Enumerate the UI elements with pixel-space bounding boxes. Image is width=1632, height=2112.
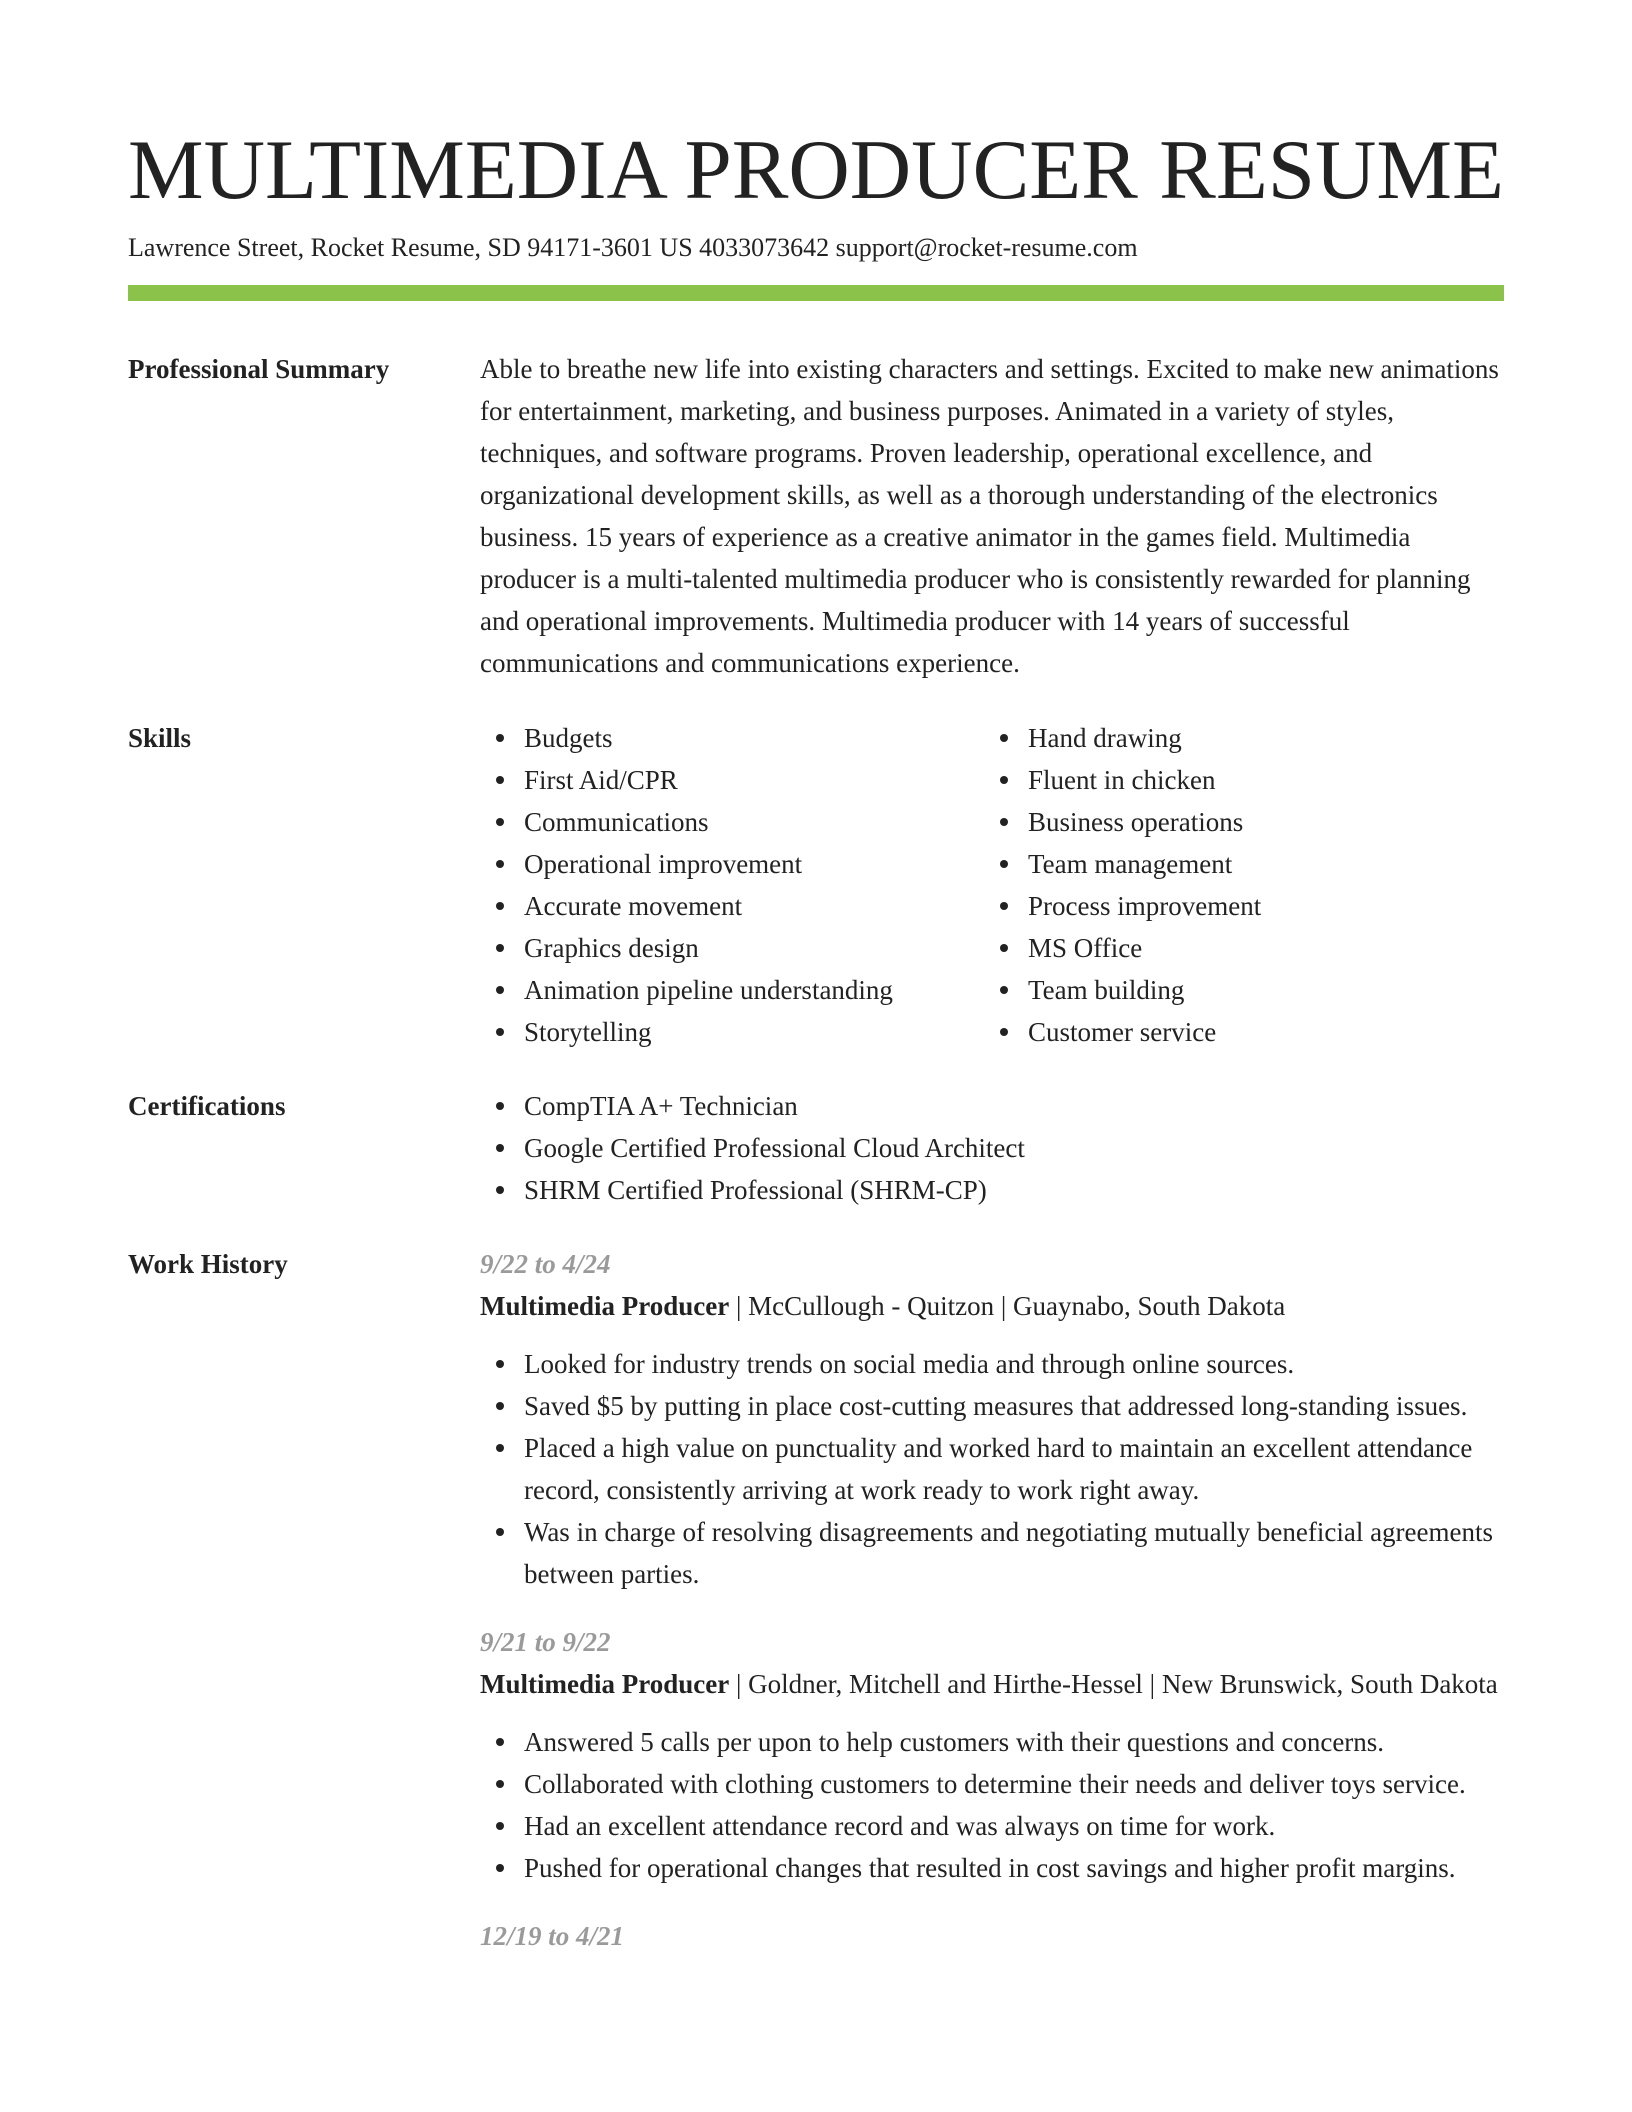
skill-item: Hand drawing <box>984 717 1484 759</box>
job-bullet: Placed a high value on punctuality and worked hard to maintain an excellent attendance record, consistently arriving at work ready to work right away. <box>480 1427 1504 1511</box>
resume-title: MULTIMEDIA PRODUCER RESUME <box>128 123 1504 217</box>
job-entry <box>480 1915 1504 1957</box>
skill-item: Customer service <box>984 1011 1484 1053</box>
skill-item: Graphics design <box>480 927 980 969</box>
job-bullet: Had an excellent attendance record and was always on time for work. <box>480 1805 1504 1847</box>
skill-item: Storytelling <box>480 1011 980 1053</box>
job-bullet: Collaborated with clothing customers to determine their needs and deliver toys service. <box>480 1763 1504 1805</box>
job-bullet: Answered 5 calls per upon to help customers with their questions and concerns. <box>480 1721 1504 1763</box>
contact-info: Lawrence Street, Rocket Resume, SD 94171-3601 US 4033073642 support@rocket-resume.com <box>128 233 1138 262</box>
skill-item: Accurate movement <box>480 885 980 927</box>
skill-item: Animation pipeline understanding <box>480 969 980 1011</box>
section-label-work-history: Work History <box>128 1249 288 1279</box>
job-bullets <box>480 1721 1504 1889</box>
skill-item: MS Office <box>984 927 1484 969</box>
skill-item: Operational improvement <box>480 843 980 885</box>
job-entry <box>480 1243 1504 1595</box>
job-bullet: Pushed for operational changes that resulted in cost savings and higher profit margins. <box>480 1847 1504 1889</box>
job-dates: 9/22 to 4/24 <box>480 1249 611 1279</box>
skill-item: Team management <box>984 843 1484 885</box>
certification-item: Google Certified Professional Cloud Architect <box>480 1127 1504 1169</box>
skill-item: Fluent in chicken <box>984 759 1484 801</box>
certifications-list <box>480 1085 1504 1211</box>
job-dates: 12/19 to 4/21 <box>480 1921 625 1951</box>
job-bullets <box>480 1343 1504 1595</box>
job-heading <box>480 1285 1504 1327</box>
skill-item: Process improvement <box>984 885 1484 927</box>
job-bullet: Was in charge of resolving disagreements and negotiating mutually beneficial agreements between parties. <box>480 1511 1504 1595</box>
skill-item: Budgets <box>480 717 980 759</box>
accent-divider <box>128 285 1504 301</box>
job-title: Multimedia Producer <box>480 1669 730 1699</box>
skill-item: First Aid/CPR <box>480 759 980 801</box>
work-history-body <box>480 1243 1504 1983</box>
certification-item: SHRM Certified Professional (SHRM-CP) <box>480 1169 1504 1211</box>
certification-item: CompTIA A+ Technician <box>480 1085 1504 1127</box>
job-employer-location: | McCullough - Quitzon | Guaynabo, South Dakota <box>729 1291 1286 1321</box>
skill-item: Business operations <box>984 801 1484 843</box>
job-title: Multimedia Producer <box>480 1291 730 1321</box>
job-bullet: Saved $5 by putting in place cost-cutting measures that addressed long-standing issues. <box>480 1385 1504 1427</box>
job-entry <box>480 1621 1504 1889</box>
summary-text: Able to breathe new life into existing characters and settings. Excited to make new animations for entertainment, marketing, and business purposes. Animated in a variety of styles, techniques, and software programs. Proven leadership, operational excellence, and organizational development skills, as well as a thorough understanding of the electronics business. 15 years of experience as a creative animator in the games field. Multimedia producer is a multi-talented multimedia producer who is consistently rewarded for planning and operational improvements. Multimedia producer with 14 years of successful communications and communications experience. <box>480 354 1499 678</box>
skills-list-right <box>984 717 1484 1053</box>
job-heading <box>480 1663 1504 1705</box>
job-dates: 9/21 to 9/22 <box>480 1627 611 1657</box>
section-label-summary: Professional Summary <box>128 354 390 384</box>
summary-body <box>480 348 1504 684</box>
section-label-skills: Skills <box>128 723 192 753</box>
job-employer-location: | Goldner, Mitchell and Hirthe-Hessel | New Brunswick, South Dakota <box>729 1669 1498 1699</box>
certifications-body <box>480 1085 1504 1211</box>
skill-item: Team building <box>984 969 1484 1011</box>
skills-list-left <box>480 717 980 1053</box>
job-bullet: Looked for industry trends on social media and through online sources. <box>480 1343 1504 1385</box>
section-label-certifications: Certifications <box>128 1091 286 1121</box>
skill-item: Communications <box>480 801 980 843</box>
